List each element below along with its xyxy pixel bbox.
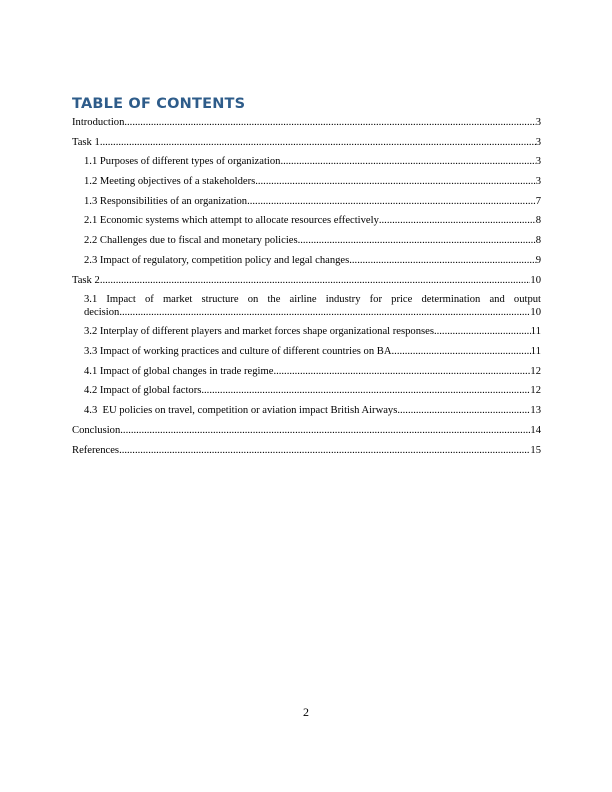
toc-entry-label-line2: decision — [84, 306, 120, 318]
dot-leader — [119, 445, 530, 458]
toc-entry-2-1[interactable] — [72, 215, 541, 228]
toc-entry-label: 3.2 Interplay of different players and market forces shape organizational responses — [84, 326, 434, 338]
toc-entry-label: 1.1 Purposes of different types of organization — [84, 156, 281, 168]
dot-leader — [379, 215, 536, 228]
toc-entry-page: 10 — [530, 306, 541, 318]
toc-entry-task-2[interactable] — [72, 275, 541, 288]
toc-entry-label: Introduction — [72, 117, 125, 128]
dot-leader — [392, 346, 531, 359]
toc-entry-page: 3 — [535, 156, 541, 168]
dot-leader — [434, 326, 531, 339]
dot-leader — [100, 275, 531, 288]
toc-entry-page: 7 — [535, 195, 541, 207]
toc-entry-label: 4.1 Impact of global changes in trade regime — [84, 365, 274, 377]
toc-entry-page: 12 — [530, 365, 541, 377]
toc-entry-label: 4.3 EU policies on travel, competition or aviation impact British Airways — [84, 405, 398, 417]
dot-leader — [298, 235, 536, 248]
toc-entry-label: Task 2 — [72, 274, 100, 286]
toc-entry-page: 10 — [530, 274, 541, 286]
toc-entry-label: 2.1 Economic systems which attempt to allocate resources effectively — [84, 215, 379, 227]
dot-leader — [247, 196, 536, 209]
toc-entry-2-2[interactable] — [72, 235, 541, 248]
dot-leader — [397, 405, 530, 418]
toc-entry-page: 14 — [530, 424, 541, 436]
toc-entry-label-line1: 3.1 Impact of market structure on the airline industry for price determination and output — [84, 294, 541, 306]
toc-entry-2-3[interactable] — [72, 255, 541, 268]
toc-entry-label: 2.2 Challenges due to fiscal and monetary policies — [84, 235, 298, 247]
toc-entry-4-3[interactable] — [72, 405, 541, 418]
toc-entry-label: References — [72, 444, 120, 456]
dot-leader — [100, 137, 536, 150]
toc-entry-page: 8 — [535, 215, 541, 227]
table-of-contents — [72, 117, 541, 464]
toc-entry-task-1[interactable] — [72, 137, 541, 150]
toc-entry-page: 11 — [530, 346, 541, 358]
toc-entry-page: 3 — [535, 176, 541, 188]
toc-entry-introduction[interactable] — [72, 117, 541, 130]
dot-leader — [201, 385, 530, 398]
toc-entry-3-3[interactable] — [72, 346, 541, 359]
dot-leader — [280, 156, 535, 169]
dot-leader — [349, 255, 535, 268]
toc-entry-page: 3 — [535, 136, 541, 148]
dot-leader — [273, 366, 530, 379]
toc-entry-1-1[interactable] — [72, 156, 541, 169]
dot-leader — [255, 176, 535, 189]
toc-entry-label: 3.3 Impact of working practices and culture of different countries on BA — [84, 346, 392, 358]
toc-entry-page: 15 — [530, 444, 541, 456]
toc-entry-1-2[interactable] — [72, 176, 541, 189]
toc-entry-label: 2.3 Impact of regulatory, competition policy and legal changes — [84, 254, 350, 266]
toc-entry-label: 1.2 Meeting objectives of a stakeholders — [84, 176, 256, 188]
toc-entry-references[interactable] — [72, 445, 541, 458]
toc-entry-page: 3 — [535, 117, 541, 128]
toc-entry-label: 4.2 Impact of global factors — [84, 385, 202, 397]
toc-entry-4-2[interactable] — [72, 385, 541, 398]
toc-entry-3-2[interactable] — [72, 326, 541, 339]
toc-entry-label: 1.3 Responsibilities of an organization — [84, 195, 248, 207]
dot-leader — [120, 425, 530, 438]
toc-entry-1-3[interactable] — [72, 196, 541, 209]
page-number: 2 — [303, 705, 309, 719]
toc-heading: TABLE OF CONTENTS — [72, 96, 246, 112]
toc-entry-page: 9 — [535, 254, 541, 266]
toc-entry-4-1[interactable] — [72, 366, 541, 379]
toc-entry-label: Task 1 — [72, 136, 100, 148]
toc-entry-page: 12 — [530, 385, 541, 397]
toc-entry-page: 13 — [530, 405, 541, 417]
dot-leader — [119, 307, 530, 320]
toc-entry-page: 8 — [535, 235, 541, 247]
toc-entry-3-1[interactable] — [72, 294, 541, 319]
dot-leader — [124, 117, 535, 130]
toc-entry-label: Conclusion — [72, 424, 121, 436]
toc-entry-conclusion[interactable] — [72, 425, 541, 438]
toc-entry-page: 11 — [530, 326, 541, 338]
